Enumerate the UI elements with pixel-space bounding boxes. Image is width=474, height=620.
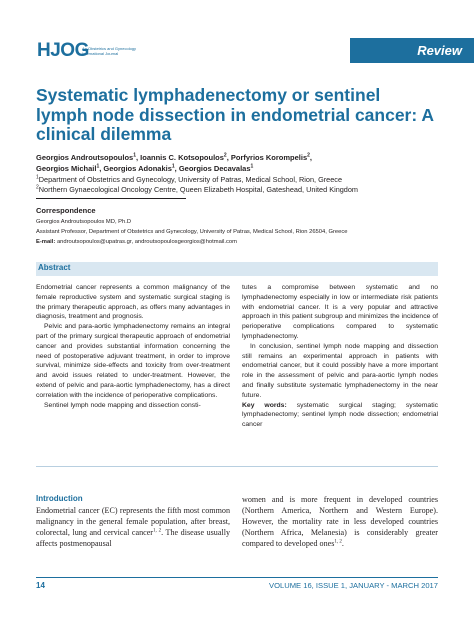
affiliation-ref: 1	[133, 152, 136, 159]
footer-rule	[36, 577, 438, 578]
abstract-left-column	[36, 283, 230, 410]
journal-subtitle	[82, 46, 152, 56]
author-line-2	[36, 163, 446, 174]
author-name: , Porfyrios Korompelis	[226, 153, 308, 162]
abstract-paragraph: Sentinel lymph node mapping and dissection consti-	[44, 401, 201, 409]
author-list	[36, 152, 446, 174]
abstract-paragraph: Pelvic and para-aortic lymphadenectomy remains an integral part of the primary surgical therapeutic approach of endometrial cancer and provides substantial information concerning the need of postoperative adjuvant treatment, in order to improve survival, minimize side-effects and toxicity from over-treatment and avoid issues related to under-treatment. However, the extend of pelvic and para-aortic lymphadenectomy, has a direct correlation with the incidence of perioperative complications.	[36, 323, 230, 399]
body-text: women and is more frequent in developed countries (Northern America, Northern and Western Europe). However, the mortality rate in less developed countries (Northern Africa, Melanesia) is considerably greater compared to developed ones	[242, 495, 438, 548]
keywords-text: systematic surgical staging; systematic lymphadenectomy; sentinel lymph node dissection; endometrial cancer	[242, 401, 439, 429]
introduction-right-column	[242, 494, 438, 549]
abstract-right-column	[242, 283, 438, 430]
correspondence-heading: Correspondence	[36, 206, 96, 215]
body-text: Endometrial cancer (EC) represents the fifth most common malignancy in the general female population, after breast, colorectal, lung and cervical cancer	[36, 506, 230, 537]
affiliation-text: Department of Obstetrics and Gynecology, University of Patras, Medical School, Rion, Greece	[38, 175, 343, 184]
correspondence-divider	[36, 198, 186, 199]
article-title: Systematic lymphadenectomy or sentinel lymph node dissection in endometrial cancer: A clinical dilemma	[36, 85, 434, 144]
abstract-paragraph: tutes a compromise between systematic and no lymphadenectomy especially in low or intermediate risk patients with endometrial cancer. It is a very popular and attractive approach in this patient subgroup and minimizes the incidence of perioperative complications compared to systematic lymphadenectomy.	[242, 284, 438, 340]
introduction-heading: Introduction	[36, 494, 83, 503]
author-line-1	[36, 152, 446, 163]
author-name: , Ioannis C. Kotsopoulos	[136, 153, 224, 162]
affiliation-ref: 1	[96, 163, 100, 170]
abstract-paragraph: In conclusion, sentinel lymph node mapping and dissection still remains an experimental approach in patients with endometrial cancer, but it could possibly have a more important role in the assessment of pelvic and para-aortic lymph nodes and finally substitute systematic lymphadenectomy in the near future.	[242, 342, 438, 399]
journal-subtitle-line2: International Journal	[82, 51, 119, 56]
body-text: .	[341, 539, 344, 548]
affiliation-ref: 1	[250, 163, 254, 170]
journal-subtitle-line1: An Obstetrics and Gynecology	[82, 46, 137, 51]
page-number: 14	[36, 581, 45, 590]
author-name: , Georgios Decavalas	[174, 164, 251, 173]
author-name: , Georgios Adonakis	[99, 164, 172, 173]
correspondence-address: Assistant Professor, Department of Obstetrics and Gynecology, University of Patras, Medical School, Rion 26504, Greece	[36, 229, 348, 235]
journal-logo: HJOG	[37, 40, 89, 61]
volume-info: VOLUME 16, ISSUE 1, JANUARY - MARCH 2017	[269, 581, 438, 590]
citation-ref: 1, 2	[334, 539, 342, 545]
affiliation-number: 2	[36, 184, 39, 191]
affiliation-ref: 2	[307, 152, 310, 159]
keywords-label: Key words:	[242, 401, 287, 409]
abstract-heading: Abstract	[38, 263, 71, 272]
email-address: androutsopoulos@upatras.gr, androutsopoulosgeorgios@hotmail.com	[56, 239, 237, 245]
email-label: E-mail:	[36, 239, 56, 245]
correspondence-email	[36, 238, 456, 247]
introduction-left-column	[36, 505, 230, 549]
affiliation-2	[36, 184, 446, 195]
affiliation-text: Northern Gynaecological Oncology Centre, Queen Elizabeth Hospital, Gateshead, United Kingdom	[38, 185, 358, 194]
author-separator: ,	[309, 153, 313, 162]
correspondence-name: Georgios Androutsopoulos MD, Ph.D	[36, 219, 132, 225]
abstract-band	[36, 262, 438, 276]
affiliation-number: 1	[36, 174, 39, 181]
section-label: Review	[417, 43, 462, 58]
author-name: Georgios Michail	[36, 164, 97, 173]
body-text: . The disease usually affects postmenopausal	[36, 528, 230, 548]
abstract-paragraph: Endometrial cancer represents a common malignancy of the female reproductive system and systematic surgical staging is the primary therapeutic approach, as offers many advantages in diagnosis, treatment and prognosis.	[36, 284, 230, 321]
affiliation-ref: 1	[171, 163, 175, 170]
abstract-bottom-rule	[36, 466, 438, 467]
citation-ref: 1, 2	[153, 528, 162, 534]
keywords	[242, 401, 438, 430]
author-name: Georgios Androutsopoulos	[36, 153, 134, 162]
affiliation-ref: 2	[223, 152, 227, 159]
